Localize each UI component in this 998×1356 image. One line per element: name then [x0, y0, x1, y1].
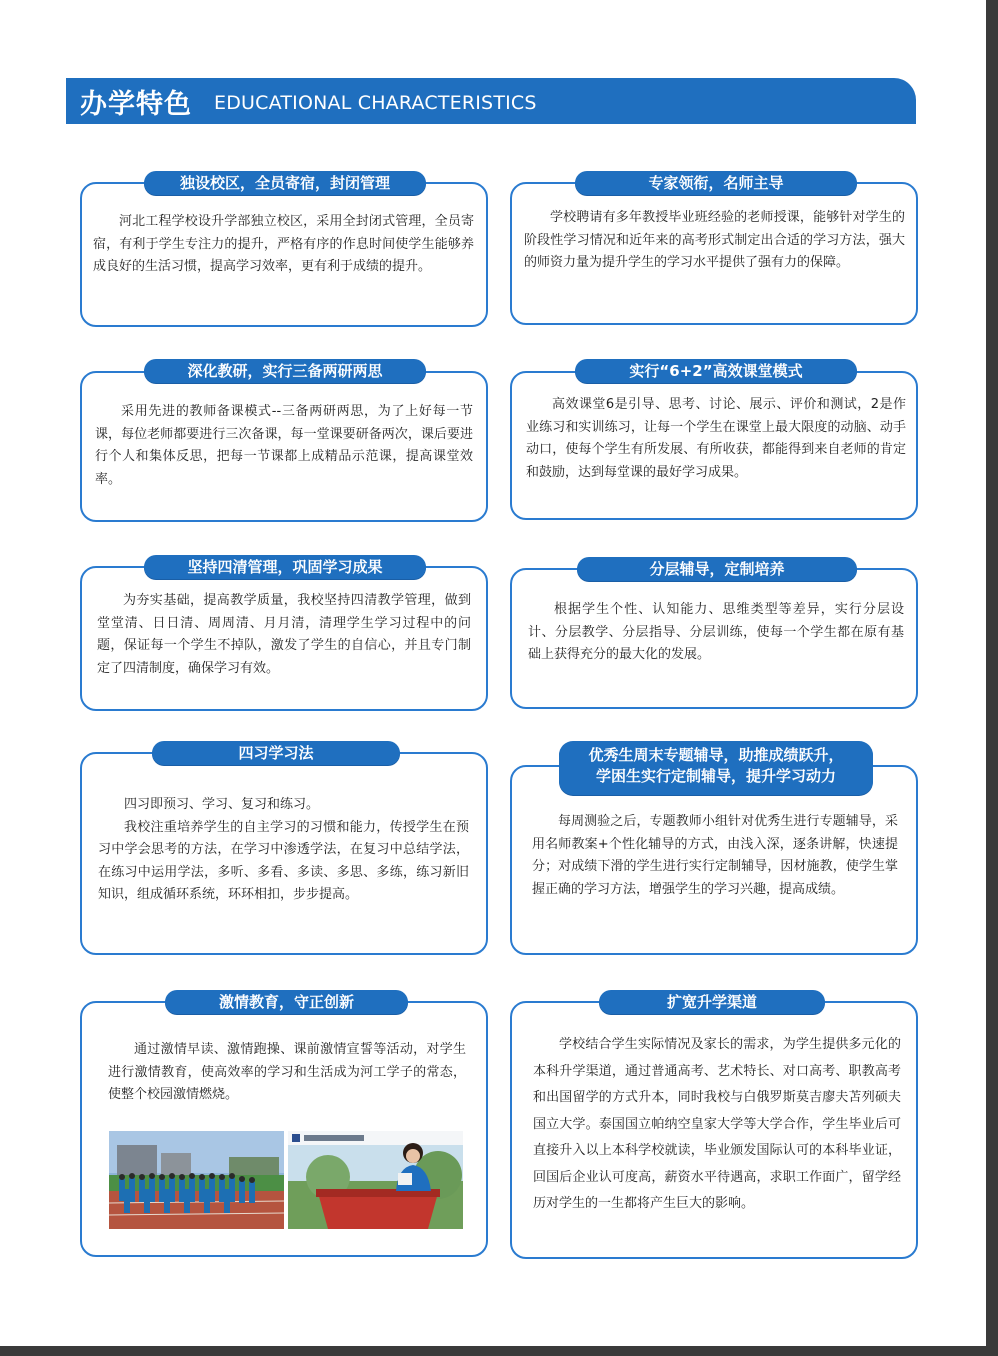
card-title-experts: 专家领衔，名师主导 [575, 171, 857, 195]
section-title: 办学特色 [80, 88, 192, 120]
photo-speech-podium [288, 1131, 463, 1229]
card-paragraph: 学校聘请有多年教授毕业班经验的老师授课，能够针对学生的阶段性学习情况和近年来的高考形式制定出合适的学习方法，强大的师资力量为提升学生的学习水平提供了强有力的保障。 [524, 210, 905, 270]
card-body-expand-channels [533, 1032, 901, 1218]
card-paragraph: 为夯实基础，提高教学质量，我校坚持四清教学管理，做到堂堂清、日日清、周周清、月月清，清理学生学习过程中的问题，保证每一个学生不掉队，激发了学生的自信心，并且专门制定了四清制度，确保学习有效。 [97, 593, 471, 676]
card-paragraph: 河北工程学校设升学部独立校区，采用全封闭式管理，全员寄宿，有利于学生专注力的提升，严格有序的作息时间使学生能够养成良好的生活习惯，提高学习效率，更有利于成绩的提升。 [93, 214, 474, 274]
photo-students-marching [109, 1131, 284, 1229]
card-title-passion-education: 激情教育，守正创新 [165, 990, 408, 1014]
card-title-campus: 独设校区，全员寄宿，封闭管理 [144, 171, 426, 195]
card-paragraph: 采用先进的教师备课模式--三备两研两思，为了上好每一节课，每位老师都要进行三次备课，每一堂课要研备两次，课后要进行个人和集体反思，把每一节课都上成精品示范课，提高课堂效率。 [95, 404, 473, 487]
card-paragraph: 每周测验之后，专题教师小组针对优秀生进行专题辅导，采用名师教案+个性化辅导的方式，由浅入深，逐条讲解，快速提分；对成绩下滑的学生进行实行定制辅导，因材施教，使学生掌握正确的学习方法，增强学生的学习兴趣，提高成绩。 [532, 814, 898, 897]
card-body-four-clear [97, 590, 471, 680]
card-title-line: 优秀生周末专题辅导，助推成绩跃升， [588, 746, 844, 764]
card-title-expand-channels: 扩宽升学渠道 [599, 990, 825, 1014]
card-body-efficient-class [526, 394, 906, 484]
card-paragraph: 通过激情早读、激情跑操、课前激情宣誓等活动，对学生进行激情教育，使高效率的学习和生活成为河工学子的常态，使整个校园激情燃烧。 [108, 1042, 466, 1102]
card-body-four-xi-method [98, 794, 469, 907]
card-title-line: 学困生实行定制辅导，提升学习动力 [595, 767, 836, 785]
card-body-experts [524, 207, 905, 275]
card-body-passion-education [108, 1039, 466, 1107]
card-title-efficient-class: 实行“6+2”高效课堂模式 [575, 359, 857, 383]
card-paragraph: 学校结合学生实际情况及家长的需求，为学生提供多元化的本科升学渠道，通过普通高考、艺术特长、对口高考、职教高考和出国留学的方式升本，同时我校与白俄罗斯莫吉廖夫苫列硕夫国立大学。泰国国立帕纳空皇家大学等大学合作，学生毕业后可直接升入以上本科学校就读，毕业颁发国际认可的本科毕业证，回国后企业认可度高，薪资水平待遇高，求职工作面广，留学经历对学生的一生都将产生巨大的影响。 [533, 1037, 901, 1211]
bottom-edge-shadow [0, 1346, 998, 1356]
card-body-weekend-tutoring [532, 811, 898, 901]
card-title-tiered-tutoring: 分层辅导，定制培养 [577, 557, 857, 581]
card-body-tiered-tutoring [528, 599, 904, 667]
card-body-teaching-research [95, 401, 473, 491]
section-subtitle: EDUCATIONAL CHARACTERISTICS [214, 92, 537, 114]
card-title-four-clear: 坚持四清管理，巩固学习成果 [144, 555, 426, 579]
card-body-campus [93, 211, 474, 279]
right-edge-shadow [986, 0, 998, 1356]
card-paragraph: 高效课堂6是引导、思考、讨论、展示、评价和测试，2是作业练习和实训练习，让每一个学生在课堂上最大限度的动脑、动手动口，使每个学生有所发展、有所收获，都能得到来自老师的肯定和鼓励，达到每堂课的最好学习成果。 [526, 397, 906, 480]
card-paragraph: 四习即预习、学习、复习和练习。 [124, 797, 320, 812]
card-title-weekend-tutoring [559, 741, 873, 795]
card-title-four-xi-method: 四习学习法 [152, 741, 400, 765]
card-paragraph: 我校注重培养学生的自主学习的习惯和能力，传授学生在预习中学会思考的方法，在学习中渗透学法，在复习中总结学法，在练习中运用学法，多听、多看、多读、多思、多练，练习新旧知识，组成循环系统，环环相扣，步步提高。 [98, 819, 469, 902]
section-header [66, 78, 916, 124]
card-paragraph: 根据学生个性、认知能力、思维类型等差异，实行分层设计、分层教学、分层指导、分层训练，使每一个学生都在原有基础上获得充分的最大化的发展。 [528, 602, 904, 662]
card-title-teaching-research: 深化教研，实行三备两研两思 [144, 359, 426, 383]
